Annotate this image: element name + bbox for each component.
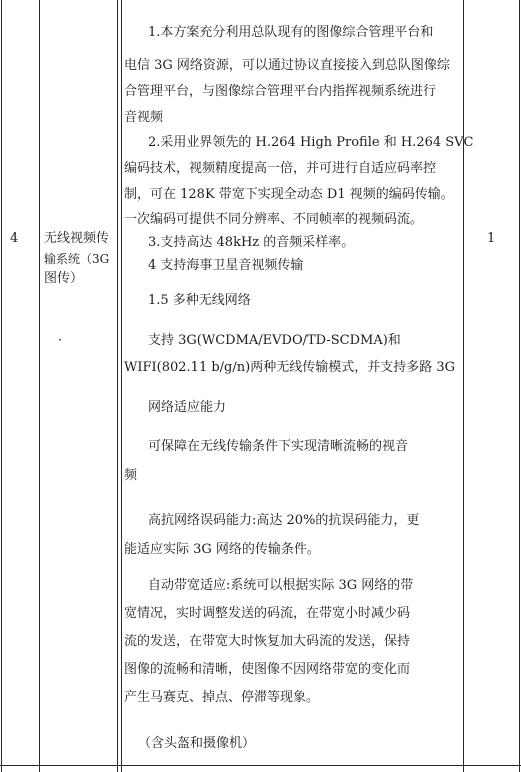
desc-line: 2.采用业界领先的 H.264 High Profile 和 H.264 SVC — [148, 135, 474, 150]
table-bottom-border — [0, 765, 521, 766]
desc-line: 3.支持高达 48kHz 的音频采样率。 — [148, 235, 355, 250]
desc-line: 制，可在 128K 带宽下实现全动态 D1 视频的编码传输。 — [124, 187, 454, 202]
desc-line: 电信 3G 网络资源，可以通过协议直接接入到总队图像综 — [124, 58, 450, 73]
desc-line: 合管理平台，与图像综合管理平台内指挥视频系统进行 — [124, 84, 437, 99]
desc-line: 宽情况，实时调整发送的码流，在带宽小时减少码 — [124, 606, 411, 621]
desc-line: 能适应实际 3G 网络的传输条件。 — [124, 542, 320, 557]
desc-line: 编码技术，视频精度提高一倍，并可进行自适应码率控 — [124, 161, 437, 176]
desc-line: 网络适应能力 — [148, 400, 227, 415]
desc-line: 图像的流畅和清晰，使图像不因网络带宽的变化而 — [124, 662, 411, 677]
item-name-line-1: 无线视频传 — [44, 231, 110, 246]
desc-line: 可保障在无线传输条件下实现清晰流畅的视音 — [148, 439, 409, 454]
table-border-right — [519, 0, 520, 772]
stray-mark: · — [58, 333, 63, 348]
item-name-line-3: 图传） — [44, 271, 84, 286]
desc-line: 频 — [124, 468, 138, 483]
desc-line: 产生马赛克、掉点、停滞等现象。 — [124, 690, 320, 705]
desc-line: （含头盔和摄像机） — [138, 736, 256, 751]
table-column-divider — [463, 0, 464, 772]
row-quantity: 1 — [487, 231, 496, 246]
desc-line: 流的发送，在带宽大时恢复加大码流的发送，保持 — [124, 634, 411, 649]
desc-line: 1.本方案充分利用总队现有的图像综合管理平台和 — [148, 25, 434, 40]
desc-line: 一次编码可提供不同分辨率、不同帧率的视频码流。 — [124, 212, 424, 227]
table-column-divider — [117, 0, 118, 772]
table-border-left — [1, 0, 2, 772]
desc-line: 音视频 — [124, 110, 164, 125]
desc-line: WIFI(802.11 b/g/n)两种无线传输模式，并支持多路 3G — [124, 360, 455, 375]
item-name-line-2: 输系统（3G — [44, 252, 110, 266]
row-index: 4 — [10, 231, 19, 246]
table-column-divider — [121, 0, 122, 772]
desc-line: 自动带宽适应:系统可以根据实际 3G 网络的带 — [148, 578, 414, 593]
desc-line: 1.5 多种无线网络 — [148, 293, 251, 308]
desc-line: 支持 3G(WCDMA/EVDO/TD-SCDMA)和 — [148, 333, 401, 348]
desc-line: 高抗网络误码能力:高达 20%的抗误码能力，更 — [148, 513, 420, 528]
table-column-divider — [39, 0, 40, 772]
desc-line: 4 支持海事卫星音视频传输 — [148, 258, 304, 273]
